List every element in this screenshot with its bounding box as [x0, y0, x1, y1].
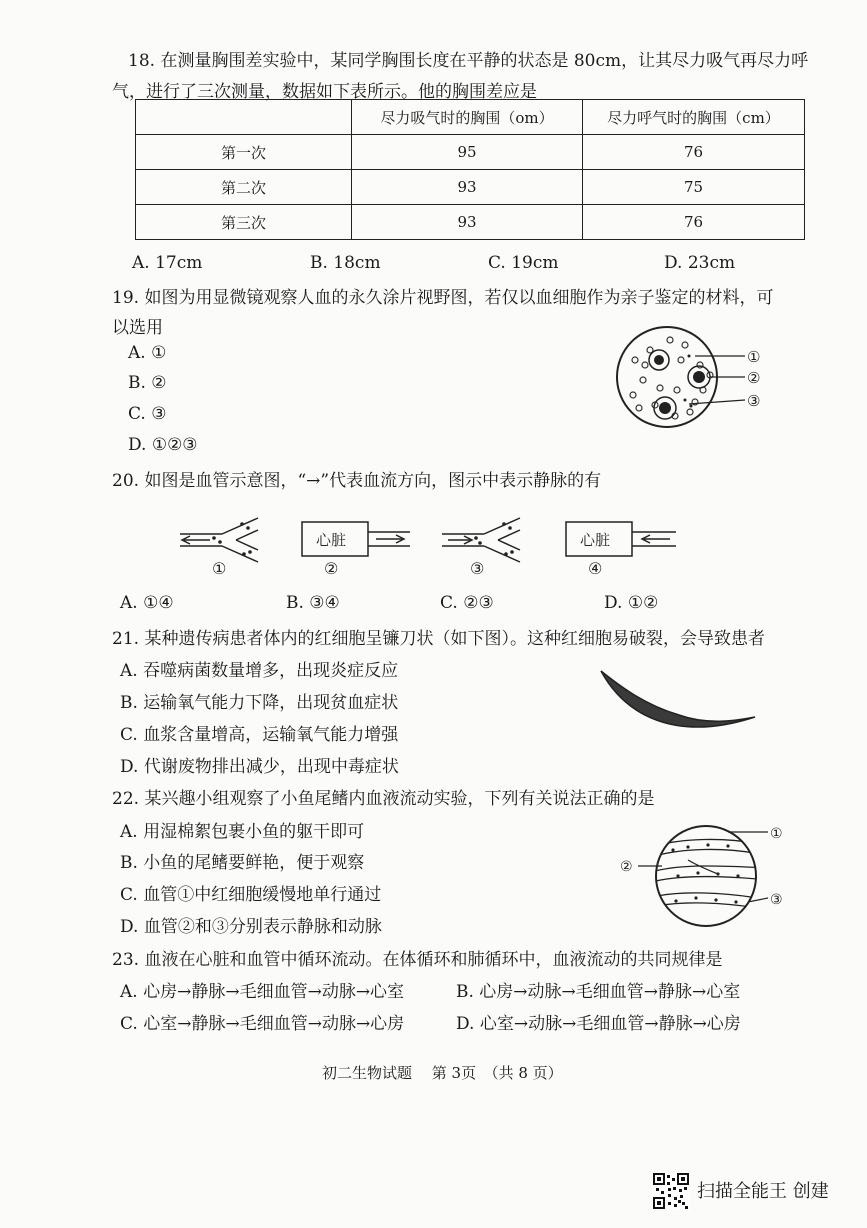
q21-option-d[interactable]: D. 代谢废物排出减少，出现中毒症状: [120, 757, 399, 777]
table-header-cell: [136, 100, 352, 135]
q18-option-b[interactable]: B. 18cm: [310, 253, 381, 273]
q22-stem: 22. 某兴趣小组观察了小鱼尾鳍内血液流动实验，下列有关说法正确的是: [112, 789, 655, 809]
table-cell: 93: [352, 170, 583, 205]
vessel-label-3: ③: [470, 559, 485, 578]
fig22-label-3: ③: [770, 892, 783, 908]
q20-stem: 20. 如图是血管示意图，“→”代表血流方向，图示中表示静脉的有: [112, 471, 602, 491]
qr-code-icon: [652, 1172, 690, 1210]
table-cell: 第二次: [136, 170, 352, 205]
vessel-label-2: ②: [324, 559, 339, 578]
q22-option-a[interactable]: A. 用湿棉絮包裹小鱼的躯干即可: [120, 822, 365, 842]
q21-stem: 21. 某种遗传病患者体内的红细胞呈镰刀状（如下图）。这种红细胞易破裂，会导致患者: [112, 629, 765, 649]
q21-option-a[interactable]: A. 吞噬病菌数量增多，出现炎症反应: [120, 661, 399, 681]
table-cell: 76: [583, 135, 805, 170]
q22-option-d[interactable]: D. 血管②和③分别表示静脉和动脉: [120, 917, 382, 937]
table-cell: 第一次: [136, 135, 352, 170]
fish-fin-blood-flow-figure: [618, 818, 798, 933]
table-header-cell: 尽力吸气时的胸围（om）: [352, 100, 583, 135]
table-cell: 76: [583, 205, 805, 240]
table-cell: 75: [583, 170, 805, 205]
q18-stem-line2: 气，进行了三次测量，数据如下表所示。他的胸围差应是: [112, 82, 537, 102]
q19-option-a[interactable]: A. ①: [128, 343, 167, 363]
q19-option-d[interactable]: D. ①②③: [128, 435, 198, 455]
fig19-label-3: ③: [747, 392, 761, 410]
vessel-label-1: ①: [212, 559, 227, 578]
q18-option-a[interactable]: A. 17cm: [132, 253, 203, 273]
blood-vessel-diagrams: [170, 512, 690, 582]
q22-option-c[interactable]: C. 血管①中红细胞缓慢地单行通过: [120, 885, 382, 905]
fig22-label-2: ②: [620, 859, 633, 875]
heart-label-2: 心脏: [316, 531, 347, 549]
q20-option-b[interactable]: B. ③④: [286, 593, 340, 613]
q18-option-c[interactable]: C. 19cm: [488, 253, 559, 273]
table-header-row: [136, 100, 805, 135]
table-row: [136, 205, 805, 240]
fig19-label-1: ①: [747, 348, 761, 366]
q19-option-c[interactable]: C. ③: [128, 404, 167, 424]
q19-option-b[interactable]: B. ②: [128, 373, 167, 393]
q19-stem-line1: 19. 如图为用显微镜观察人血的永久涂片视野图，若仅以血细胞作为亲子鉴定的材料，可: [112, 288, 774, 308]
sickle-cell-figure: [595, 665, 760, 755]
scanner-watermark: 扫描全能王 创建: [697, 1181, 829, 1202]
vessel-1: [180, 518, 258, 562]
q21-option-c[interactable]: C. 血浆含量增高，运输氧气能力增强: [120, 725, 399, 745]
vessel-label-4: ④: [588, 559, 603, 578]
blood-smear-figure: [615, 320, 795, 440]
q23-option-b[interactable]: B. 心房→动脉→毛细血管→静脉→心室: [456, 982, 741, 1002]
q23-option-d[interactable]: D. 心室→动脉→毛细血管→静脉→心房: [456, 1014, 741, 1034]
q20-option-c[interactable]: C. ②③: [440, 593, 494, 613]
chest-measurement-table: [135, 99, 805, 240]
q23-option-a[interactable]: A. 心房→静脉→毛细血管→动脉→心室: [120, 982, 405, 1002]
q19-stem-line2: 以选用: [112, 318, 163, 338]
table-cell: 第三次: [136, 205, 352, 240]
heart-label-4: 心脏: [580, 531, 611, 549]
table-cell: 95: [352, 135, 583, 170]
q23-stem: 23. 血液在心脏和血管中循环流动。在体循环和肺循环中，血液流动的共同规律是: [112, 950, 723, 970]
q22-option-b[interactable]: B. 小鱼的尾鳍要鲜艳，便于观察: [120, 853, 365, 873]
table-cell: 93: [352, 205, 583, 240]
fig19-label-2: ②: [747, 369, 761, 387]
table-row: [136, 135, 805, 170]
fig22-label-1: ①: [770, 826, 783, 842]
table-row: [136, 170, 805, 205]
q20-option-d[interactable]: D. ①②: [604, 593, 659, 613]
q18-option-d[interactable]: D. 23cm: [664, 253, 736, 273]
q23-option-c[interactable]: C. 心室→静脉→毛细血管→动脉→心房: [120, 1014, 405, 1034]
q18-stem-line1: 18. 在测量胸围差实验中，某同学胸围长度在平静的状态是 80cm，让其尽力吸气再尽力呼: [128, 51, 809, 71]
table-header-cell: 尽力呼气时的胸围（cm）: [583, 100, 805, 135]
page-footer: 初二生物试题 第 3页 （共 8 页）: [322, 1064, 563, 1082]
q21-option-b[interactable]: B. 运输氧气能力下降，出现贫血症状: [120, 693, 399, 713]
q20-option-a[interactable]: A. ①④: [120, 593, 174, 613]
